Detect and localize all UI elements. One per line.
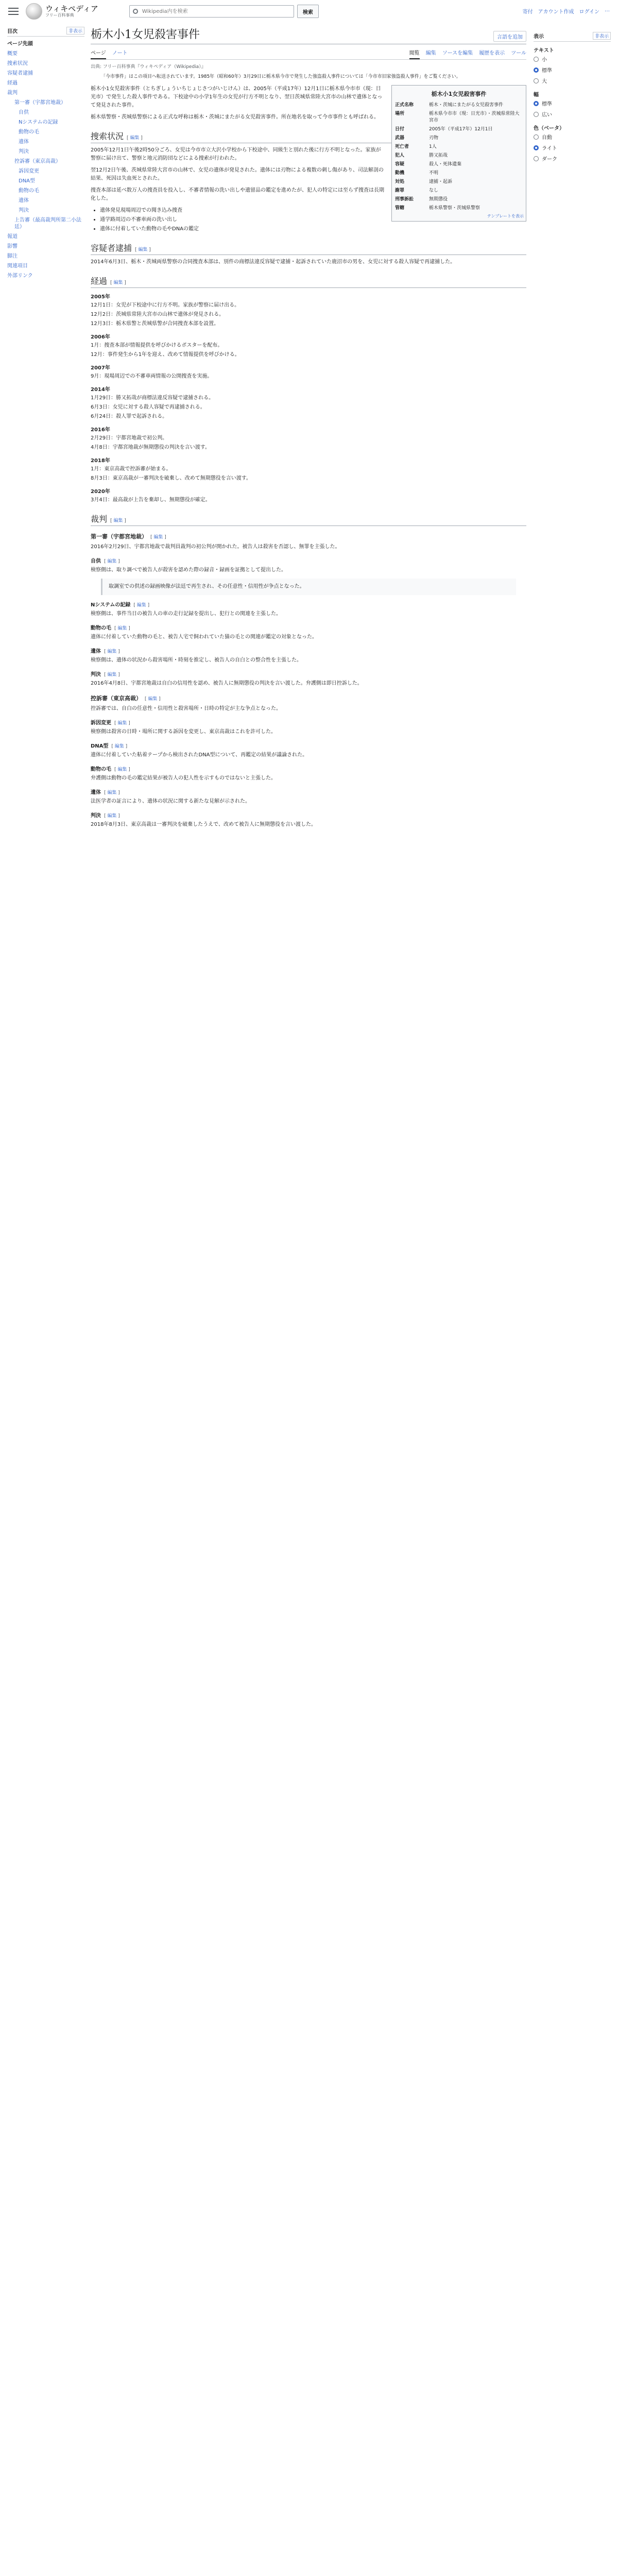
infobox-value: 栃木県警察・茨城県警察 (429, 205, 480, 211)
section-title: 容疑者逮捕 (91, 243, 132, 253)
infobox-key: 死亡者 (395, 144, 409, 149)
section-title: 判決 (91, 812, 101, 819)
text-option[interactable] (534, 54, 611, 64)
tab-action[interactable]: 閲覧 (409, 46, 420, 59)
view-tabs (409, 46, 526, 59)
section-heading (91, 513, 526, 526)
radio-icon[interactable] (534, 145, 539, 150)
edit-label[interactable]: 編集 (107, 649, 117, 654)
timeline-event: 12月：事件発生から1年を迎え、改めて情報提供を呼びかける。 (91, 351, 240, 358)
section-title: 遺体 (91, 648, 101, 654)
toc-item[interactable]: 影響 (7, 244, 18, 249)
toc-heading: 目次 (7, 29, 18, 35)
section-heading (91, 741, 526, 749)
radio-icon[interactable] (534, 156, 539, 161)
section-heading (91, 647, 526, 654)
text-label: テキスト (534, 48, 554, 54)
timeline-year: 2020年 (91, 488, 110, 495)
option-label: ライト (542, 146, 557, 151)
infobox-value: 1人 (429, 144, 437, 149)
tab-action[interactable]: 履歴を表示 (479, 50, 505, 56)
edit-section-link[interactable]: [ 編集 ] (150, 534, 166, 540)
radio-icon[interactable] (534, 101, 539, 106)
language-button[interactable]: 言語を追加 (493, 31, 526, 42)
infobox-row (394, 150, 524, 159)
option-label: ダーク (542, 157, 557, 162)
toc-item[interactable]: 捜索状況 (7, 61, 28, 66)
search-button[interactable]: 検索 (297, 5, 319, 18)
infobox-row (394, 203, 524, 212)
search-icon (133, 9, 138, 14)
radio-icon[interactable] (534, 78, 539, 83)
user-link[interactable]: アカウント作成 (538, 9, 574, 15)
tab-talk[interactable]: ノート (112, 50, 128, 56)
option-label: 自動 (542, 135, 552, 141)
infobox-row (394, 133, 524, 142)
infobox-row (394, 142, 524, 150)
infobox (391, 85, 526, 222)
toc-item[interactable]: 遺体 (19, 198, 29, 204)
paragraph: 2014年6月3日、栃木・茨城両県警察の合同捜査本部は、別件の商標法違反容疑で逮捕・起訴されていた鹿沼市の男を、女児に対する殺人容疑で再逮捕した。 (91, 259, 456, 265)
section-title: 訴因変更 (91, 720, 111, 726)
edit-section-link[interactable]: [ 編集 ] (104, 649, 120, 654)
infobox-row (394, 177, 524, 185)
section-heading (91, 811, 526, 819)
toc-item[interactable]: 動物の毛 (19, 188, 39, 194)
infobox-key: 動機 (395, 170, 405, 176)
toc-item[interactable]: 控訴審（東京高裁） (14, 159, 61, 164)
infobox-row (394, 194, 524, 203)
timeline-event: 6月3日：女児に対する殺人容疑で再逮捕される。 (91, 404, 205, 410)
section-heading (91, 623, 526, 631)
toc-item[interactable]: 訴因変更 (19, 168, 39, 174)
toc-item[interactable]: 遺体 (19, 139, 29, 145)
edit-section-link[interactable]: [ 編集 ] (104, 790, 120, 795)
paragraph: 検察側は、事件当日の被告人の車の走行記録を提出し、犯行との関連を主張した。 (91, 611, 281, 617)
edit-label[interactable]: 編集 (113, 518, 123, 523)
main-content (91, 26, 526, 833)
timeline-event: 8月3日：東京高裁が一審判決を破棄し、改めて無期懲役を言い渡す。 (91, 475, 251, 481)
section-title: 第一審（宇都宮地裁） (91, 533, 147, 540)
toc-item[interactable]: 概要 (7, 51, 18, 57)
quote-block: 取調室での供述の録画映像が法廷で再生され、その任意性・信用性が争点となった。 (101, 579, 516, 595)
namespace-tabs (91, 46, 128, 59)
paragraph: 検察側は、遺体の状況から殺害場所・時刻を推定し、被告人の自白との整合性を主張した。 (91, 657, 302, 663)
infobox-key: 謝罪 (395, 188, 405, 193)
timeline-event: 6月24日：殺人罪で起訴される。 (91, 413, 168, 419)
title-row (91, 26, 526, 44)
toc-item[interactable]: 判決 (19, 149, 29, 155)
section-title: 動物の毛 (91, 766, 111, 772)
toc-item[interactable]: 上告審（最高裁判所第二小法廷） (14, 217, 81, 230)
edit-label[interactable]: 編集 (117, 720, 127, 726)
section-heading (91, 765, 526, 772)
toc-item[interactable]: 裁判 (7, 90, 18, 96)
paragraph: 検察側は殺害の日時・場所に関する訴因を変更し、東京高裁はこれを許可した。 (91, 728, 276, 735)
wikipedia-globe-icon (26, 3, 42, 20)
section-title: 控訴審（東京高裁） (91, 694, 142, 702)
paragraph: 控訴審では、自白の任意性・信用性と殺害場所・日時の特定が主な争点となった。 (91, 705, 281, 711)
toc-header (7, 27, 84, 37)
color-label: 色（ベータ） (534, 126, 564, 131)
timeline-year: 2018年 (91, 457, 110, 464)
infobox-row (394, 109, 524, 124)
toc-hide-button[interactable]: 非表示 (66, 27, 84, 35)
infobox-value: 栃木県今市市（現：日光市）・茨城県常陸大宮市 (429, 111, 520, 123)
appearance-heading: 表示 (534, 34, 544, 40)
infobox-template-link[interactable]: テンプレートを表示 (487, 213, 524, 218)
tab-action[interactable]: ソースを編集 (442, 50, 473, 56)
toc-list (7, 39, 84, 281)
toc-item[interactable]: 自供 (19, 110, 29, 115)
edit-section-link[interactable]: [ 編集 ] (110, 280, 126, 285)
infobox-value: 勝又拓哉 (429, 152, 448, 158)
radio-icon[interactable] (534, 57, 539, 62)
infobox-key: 管轄 (395, 205, 405, 211)
user-link[interactable]: ログイン (579, 9, 599, 15)
edit-label[interactable]: 編集 (138, 247, 148, 252)
toc-item[interactable]: 脚注 (7, 253, 18, 259)
intro-paragraph: 栃木小1女児殺害事件（とちぎしょういちじょじさつがいじけん）は、2005年（平成17年）12月1日に栃木県今市市（現：日光市）で発生した殺人事件である。下校途中の小学1年生の女児が行方不明となり、翌日茨城県常陸大宮市の山林で遺体となって発見された事件。 (91, 86, 383, 108)
radio-icon[interactable] (534, 112, 539, 117)
timeline-event: 12月1日：女児が下校途中に行方不明。家族が警察に届け出る。 (91, 302, 240, 308)
infobox-row (394, 100, 524, 109)
option-label: 標準 (542, 68, 552, 74)
user-link[interactable]: 寄付 (522, 9, 533, 15)
edit-label[interactable]: 編集 (114, 743, 124, 749)
paragraph: 遺体に付着していた粘着テープから検出されたDNA型について、再鑑定の結果が議論された。 (91, 752, 308, 758)
edit-label[interactable]: 編集 (107, 813, 117, 819)
infobox-key: 武器 (395, 135, 405, 141)
toc-item[interactable]: 第一審（宇都宮地裁） (14, 100, 66, 106)
site-logo[interactable] (26, 3, 98, 20)
section-title: 動物の毛 (91, 625, 111, 631)
infobox-value: 不明 (429, 170, 439, 176)
infobox-key: 日付 (395, 126, 405, 132)
main-menu-icon[interactable] (7, 6, 20, 16)
timeline-event: 3月4日：最高裁が上告を棄却し、無期懲役が確定。 (91, 497, 211, 503)
infobox-key: 犯人 (395, 152, 405, 158)
toc-sidebar (7, 27, 84, 281)
section-title: 経過 (91, 276, 108, 286)
section-title: 捜索状況 (91, 131, 124, 141)
paragraph: 法医学者の証言により、遺体の状況に関する新たな見解が示された。 (91, 798, 250, 804)
search-input[interactable] (141, 8, 290, 15)
paragraph: 2016年2月29日、宇都宮地裁で裁判員裁判の初公判が開かれた。被告人は殺害を否認し、無罪を主張した。 (91, 544, 340, 550)
section-heading (91, 275, 526, 288)
paragraph: 翌12月2日午後、茨城県常陸大宮市の山林で、女児の遺体が発見された。遺体には刃物による複数の刺し傷があり、司法解剖の結果、死因は失血死とされた。 (91, 167, 384, 181)
section-title: Nシステムの記録 (91, 602, 131, 608)
edit-section-link[interactable]: [ 編集 ] (111, 743, 128, 749)
timeline-year: 2005年 (91, 294, 110, 300)
toc-item[interactable]: 外部リンク (7, 273, 33, 279)
user-link[interactable]: … (605, 7, 610, 13)
section-title: DNA型 (91, 743, 109, 749)
paragraph: 検察側は、取り調べで被告人が殺害を認めた際の録音・録画を証拠として提出した。 (91, 567, 286, 573)
option-label: 大 (542, 79, 547, 84)
paragraph: 弁護側は動物の毛の鑑定結果が被告人の犯人性を示すものではないと主張した。 (91, 775, 276, 781)
section-heading (91, 600, 526, 608)
width-option[interactable] (534, 98, 611, 109)
width-option[interactable] (534, 109, 611, 120)
radio-icon[interactable] (534, 134, 539, 140)
timeline-year: 2014年 (91, 386, 110, 393)
section-heading (91, 694, 526, 702)
edit-label[interactable]: 編集 (148, 696, 158, 702)
timeline-year: 2007年 (91, 365, 110, 371)
infobox-value: 逮捕・起訴 (429, 179, 453, 184)
hatnote: 「今市事件」はこの項目へ転送されています。1985年（昭和60年）3月29日に栃木県今市で発生した強盗殺人事件については「今市市旧家強盗殺人事件」をご覧ください。 (101, 74, 461, 79)
toc-item[interactable]: DNA型 (19, 178, 36, 184)
edit-label[interactable]: 編集 (107, 790, 117, 795)
appearance-header (534, 32, 611, 42)
toc-item[interactable]: 動物の毛 (19, 129, 39, 135)
logo-title: ウィキペディア (45, 4, 98, 14)
toc-item[interactable]: ページ先頭 (7, 41, 33, 47)
appearance-sidebar (534, 27, 611, 164)
edit-label[interactable]: 編集 (107, 558, 117, 564)
user-links (523, 7, 610, 15)
infobox-value: なし (429, 188, 439, 193)
edit-section-link[interactable]: [ 編集 ] (110, 518, 126, 523)
paragraph: 2005年12月1日午後2時50分ごろ、女児は今市市立大沢小学校から下校途中、同級生と別れた後に行方不明となった。家族が警察に届け出て、警察と地元消防団などによる捜索が行われた。 (91, 147, 381, 161)
section-heading (91, 670, 526, 677)
infobox-row (394, 159, 524, 168)
infobox-row (394, 124, 524, 133)
text-option[interactable] (534, 64, 611, 75)
timeline-event: 12月2日：茨城県常陸大宮市の山林で遺体が発見される。 (91, 311, 225, 317)
infobox-value: 栃木・茨城にまたがる女児殺害事件 (429, 102, 504, 108)
infobox-value: 刃物 (429, 135, 439, 141)
timeline-event: 1月：捜査本部が情報提供を呼びかけるポスターを配布。 (91, 342, 223, 348)
toc-item[interactable]: 関連項目 (7, 263, 28, 269)
tab-page[interactable]: ページ (91, 46, 106, 59)
paragraph: 2018年8月3日、東京高裁は一審判決を破棄したうえで、改めて被告人に無期懲役を言い渡した。 (91, 821, 316, 827)
bullet-item: • 遺体発見現場周辺での聞き込み捜査 (100, 207, 526, 215)
infobox-value: 2005年（平成17年）12月1日 (429, 126, 493, 132)
edit-label[interactable]: 編集 (117, 625, 127, 631)
logo-subtitle: フリー百科事典 (45, 12, 74, 18)
toc-item[interactable]: 経過 (7, 80, 18, 86)
edit-label[interactable]: 編集 (136, 602, 146, 608)
option-label: 標準 (542, 101, 552, 107)
intro-paragraph: 栃木県警察・茨城県警察による正式な呼称は栃木・茨城にまたがる女児殺害事件。所在地名を取って今市事件とも呼ばれる。 (91, 114, 379, 120)
timeline-year: 2016年 (91, 427, 110, 433)
edit-section-link[interactable]: [ 編集 ] (104, 813, 120, 819)
edit-section-link[interactable]: [ 編集 ] (145, 696, 161, 702)
timeline-event: 12月3日：栃木県警と茨城県警が合同捜査本部を設置。 (91, 320, 219, 327)
edit-section-link[interactable]: [ 編集 ] (114, 720, 130, 726)
toc-item[interactable]: 判決 (19, 208, 29, 213)
timeline-event: 4月8日：宇都宮地裁が無期懲役の判決を言い渡す。 (91, 444, 210, 450)
infobox-key: 対処 (395, 179, 405, 184)
timeline-event: 1月：東京高裁で控訴審が始まる。 (91, 466, 171, 472)
paragraph: 2016年4月8日、宇都宮地裁は自白の信用性を認め、被告人に無期懲役の判決を言い渡した。弁護側は即日控訴した。 (91, 680, 363, 686)
paragraph: 捜査本部は延べ数万人の捜査員を投入し、不審者情報の洗い出しや遺留品の鑑定を進めたが、犯人の特定には至らず捜査は長期化した。 (91, 187, 384, 201)
tab-action[interactable]: ツール (511, 50, 526, 56)
section-heading (91, 532, 526, 540)
section-title: 裁判 (91, 514, 108, 524)
option-label: 広い (542, 112, 552, 118)
edit-label[interactable]: 編集 (107, 672, 117, 677)
edit-section-link[interactable]: [ 編集 ] (104, 558, 120, 564)
search-box (129, 5, 294, 18)
infobox-value: 殺人・死体遺棄 (429, 161, 462, 167)
toc-item[interactable]: Nシステムの記録 (19, 120, 58, 125)
infobox-title: 栃木小1女児殺害事件 (431, 90, 487, 97)
search-form (129, 5, 319, 18)
edit-label[interactable]: 編集 (113, 280, 123, 285)
page-title: 栃木小1女児殺害事件 (91, 28, 200, 41)
section-title: 遺体 (91, 789, 101, 795)
edit-section-link[interactable]: [ 編集 ] (114, 625, 130, 631)
edit-section-link[interactable]: [ 編集 ] (133, 602, 150, 608)
edit-label[interactable]: 編集 (130, 135, 140, 141)
edit-section-link[interactable]: [ 編集 ] (104, 672, 120, 677)
infobox-row (394, 168, 524, 177)
edit-section-link[interactable]: [ 編集 ] (114, 767, 130, 772)
infobox-value: 無期懲役 (429, 196, 448, 202)
edit-label[interactable]: 編集 (153, 534, 163, 540)
appearance-hide-button[interactable]: 非表示 (593, 32, 611, 40)
bullet-item: • 遺体に付着していた動物の毛やDNAの鑑定 (100, 225, 526, 233)
appearance-options (534, 46, 611, 164)
section-heading (91, 718, 526, 726)
radio-icon[interactable] (534, 67, 539, 73)
edit-label[interactable]: 編集 (117, 767, 127, 772)
infobox-key: 刑事訴訟 (395, 196, 414, 202)
color-option[interactable] (534, 131, 611, 142)
section-title: 判決 (91, 671, 101, 677)
timeline-event: 2月29日：宇都宮地裁で初公判。 (91, 435, 168, 441)
toc-item[interactable]: 容疑者逮捕 (7, 71, 33, 76)
timeline-event: 9月：現場周辺での不審車両情報の公開捜査を実施。 (91, 373, 213, 379)
section-heading (91, 242, 526, 255)
timeline-event: 1月29日：勝又拓哉が商標法違反容疑で逮捕される。 (91, 395, 214, 401)
infobox-key: 場所 (395, 111, 405, 116)
color-option[interactable] (534, 142, 611, 153)
section-heading (91, 556, 526, 564)
option-label: 小 (542, 57, 547, 63)
page-tabs (91, 46, 526, 60)
infobox-key: 正式名称 (395, 102, 414, 108)
toc-item[interactable]: 報道 (7, 234, 18, 240)
infobox-key: 容疑 (395, 161, 405, 167)
site-header (0, 0, 618, 23)
bullet-item: • 通学路周辺の不審車両の洗い出し (100, 216, 526, 224)
text-option[interactable] (534, 75, 611, 86)
edit-section-link[interactable]: [ 編集 ] (127, 135, 143, 141)
section-title: 自供 (91, 558, 101, 564)
edit-section-link[interactable]: [ 編集 ] (135, 247, 151, 252)
width-label: 幅 (534, 92, 539, 98)
paragraph: 遺体に付着していた動物の毛と、被告人宅で飼われていた猫の毛との関連が鑑定の対象となった。 (91, 634, 317, 640)
tab-action[interactable]: 編集 (425, 50, 436, 56)
site-sub: 出典: フリー百科事典『ウィキペディア（Wikipedia）』 (91, 64, 206, 70)
infobox-row (394, 185, 524, 194)
section-heading (91, 788, 526, 795)
timeline-year: 2006年 (91, 334, 110, 340)
color-option[interactable] (534, 153, 611, 164)
